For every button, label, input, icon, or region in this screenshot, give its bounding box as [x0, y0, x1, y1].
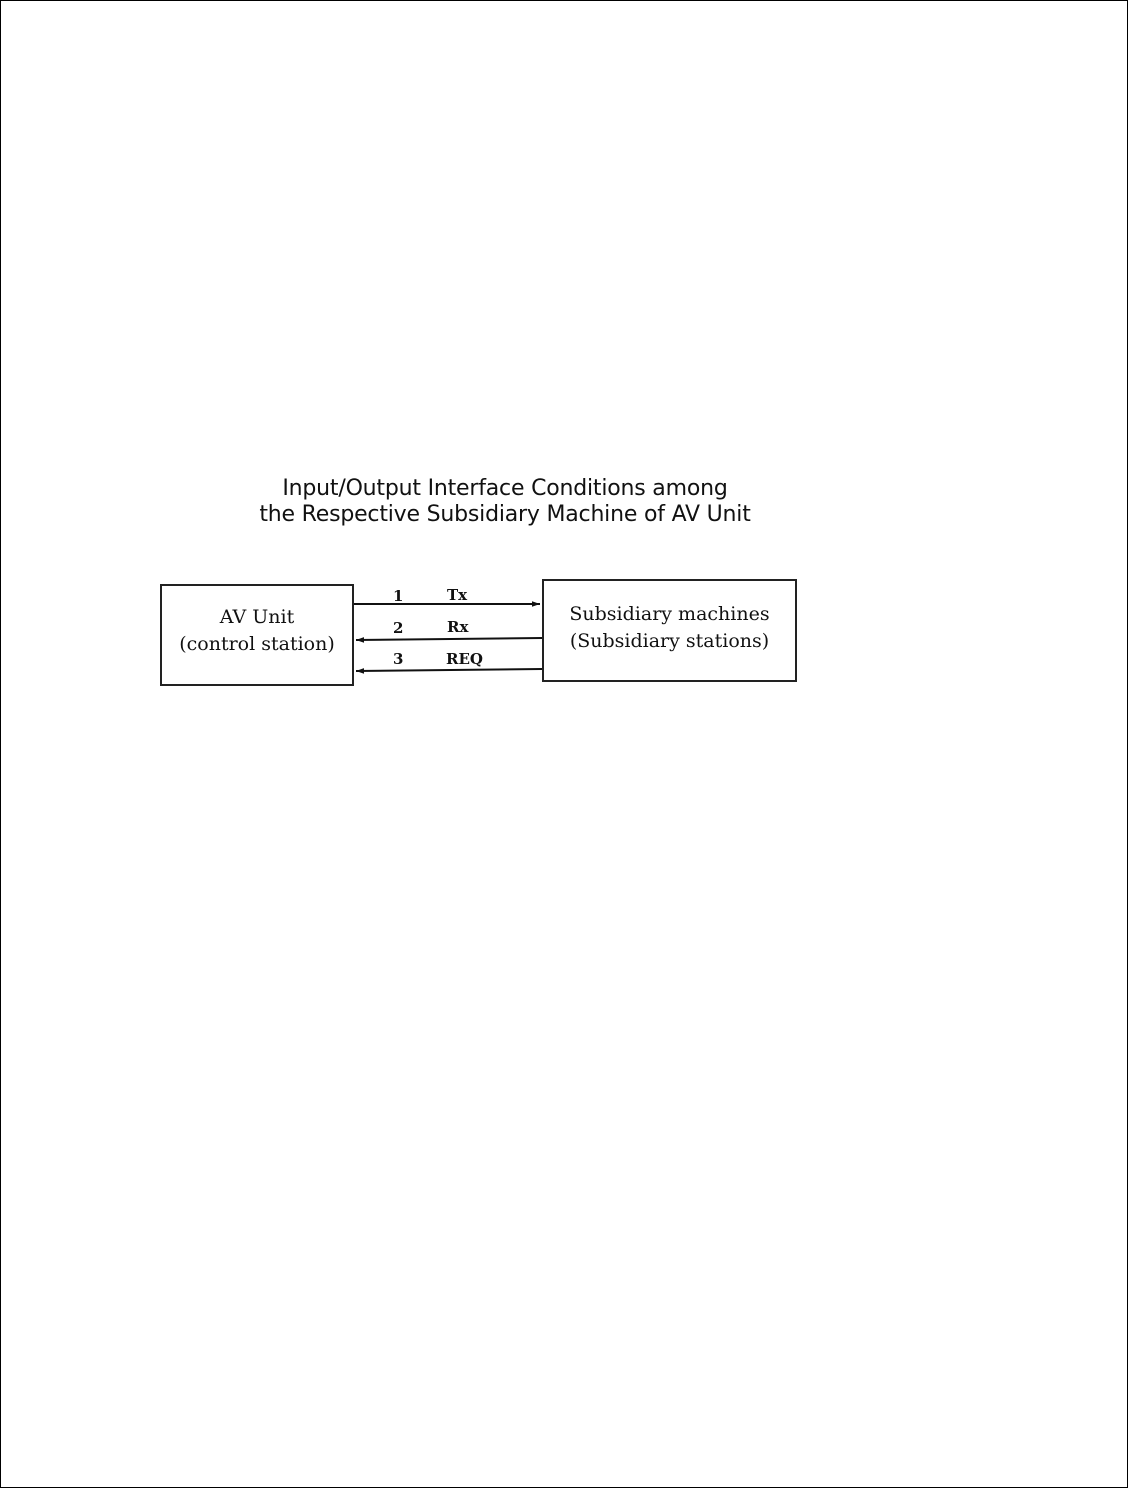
av-unit-role: (control station)	[179, 633, 335, 655]
signal-line-req	[356, 669, 542, 671]
subsidiary-machines-name: Subsidiary machines	[569, 603, 770, 625]
signal-number-3: 3	[393, 650, 404, 668]
signal-line-rx	[356, 638, 542, 640]
diagram-title-line-1: Input/Output Interface Conditions among	[282, 476, 728, 501]
signal-name-tx: Tx	[447, 586, 468, 604]
av-unit-name: AV Unit	[219, 606, 295, 628]
diagram-title-line-2: the Respective Subsidiary Machine of AV Unit	[259, 502, 751, 527]
subsidiary-machines-role: (Subsidiary stations)	[569, 630, 770, 652]
signal-number-1: 1	[393, 587, 404, 605]
signal-name-req: REQ	[446, 650, 483, 668]
signal-name-rx: Rx	[447, 618, 469, 636]
subsidiary-machines-box	[542, 579, 797, 682]
av-unit-box	[160, 584, 354, 686]
signal-number-2: 2	[393, 619, 404, 637]
